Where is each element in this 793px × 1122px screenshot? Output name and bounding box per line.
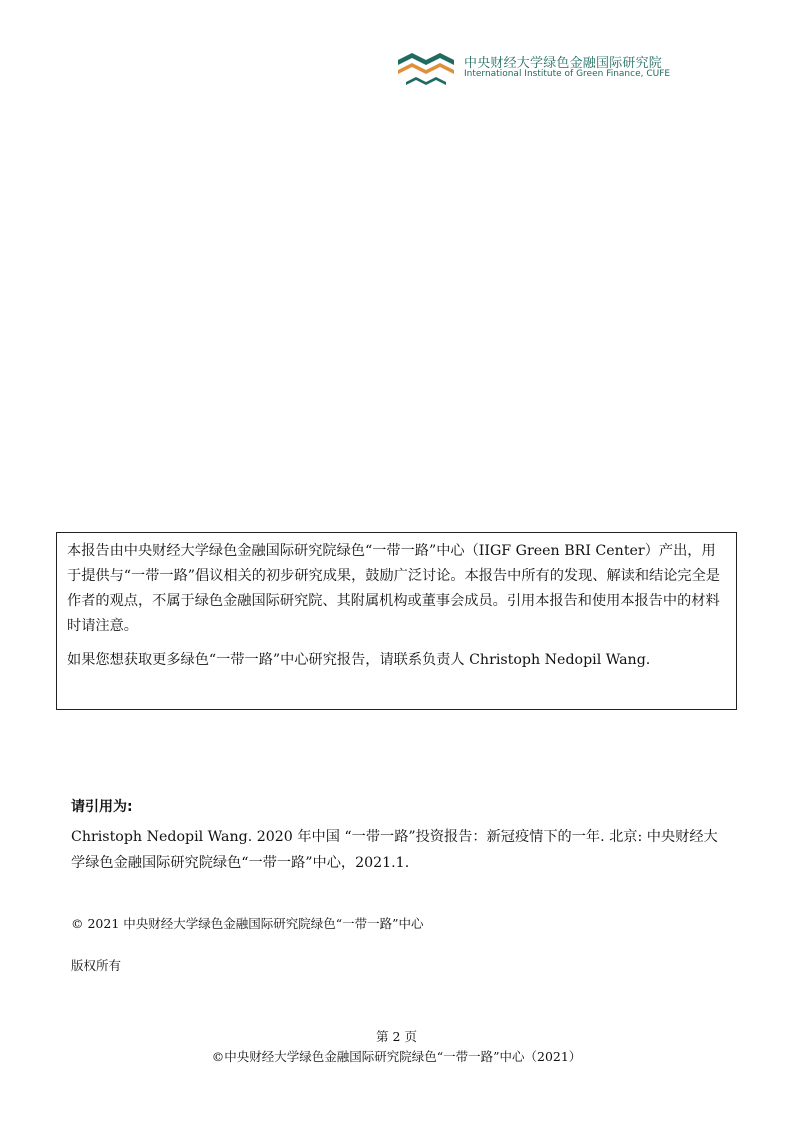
copyright-notice: © 2021 中央财经大学绿色金融国际研究院绿色“一带一路”中心 [71, 916, 424, 931]
institute-logo [394, 48, 674, 88]
logo-mark-icon [394, 48, 458, 88]
logo-name-cn: 中央财经大学绿色金融国际研究院 [464, 56, 663, 71]
rights-notice: 版权所有 [71, 958, 122, 973]
contact-paragraph: 如果您想获取更多绿色“一带一路”中心研究报告，请联系负责人 Christoph Nedopil Wang. [67, 652, 651, 668]
footer-copyright: ©中央财经大学绿色金融国际研究院绿色“一带一路”中心（2021） [211, 1049, 582, 1064]
page-number: 第 2 页 [376, 1029, 417, 1044]
citation-text: Christoph Nedopil Wang. 2020 年中国 “一带一路”投资报告：新冠疫情下的一年. 北京: 中央财经大学绿色金融国际研究院绿色“一带一路”中心，2021.1. [71, 829, 718, 871]
disclaimer-paragraph: 本报告由中央财经大学绿色金融国际研究院绿色“一带一路”中心（IIGF Green BRI Center）产出，用于提供与“一带一路”倡议相关的初步研究成果，鼓励广泛讨论。本报告中所有的发现、解读和结论完全是作者的观点，不属于绿色金融国际研究院、其附属机构或董事会成员。引用本报告和使用本报告中的材料时请注意。 [67, 543, 720, 634]
disclaimer-box [56, 532, 737, 710]
logo-name-en: International Institute of Green Finance, CUFE [464, 69, 671, 79]
citation-heading: 请引用为: [71, 799, 133, 815]
